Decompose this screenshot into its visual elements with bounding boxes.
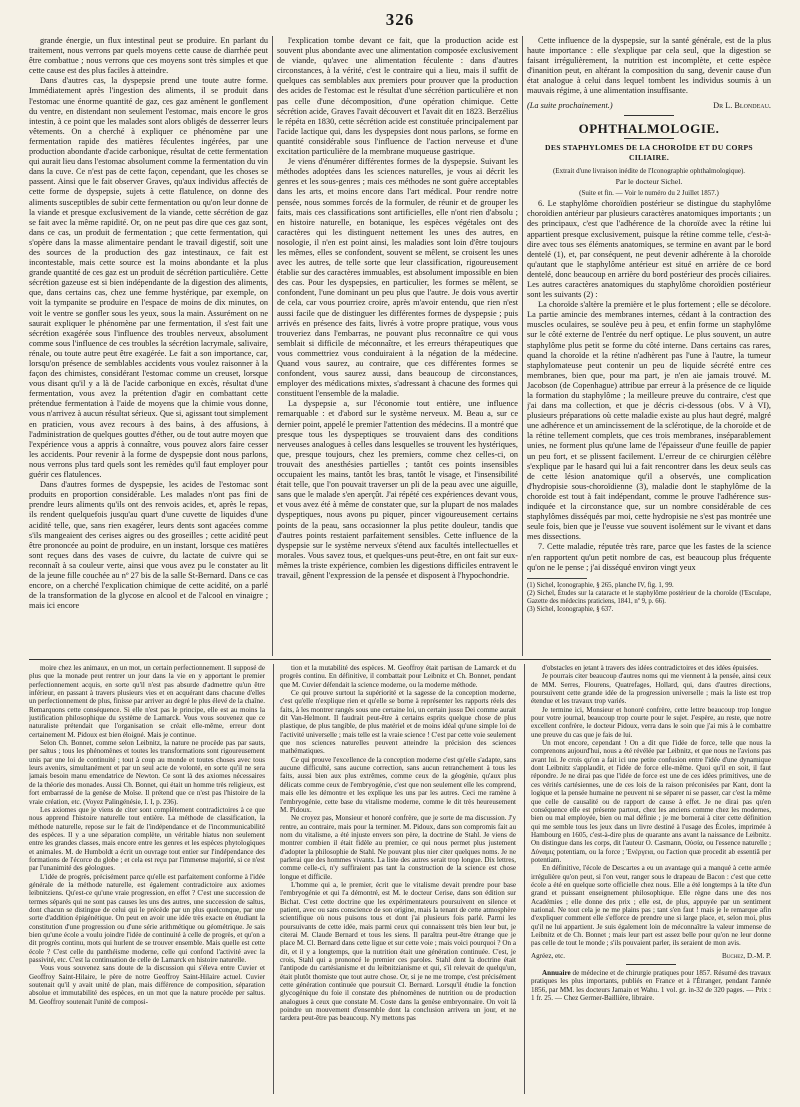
footnote-separator	[527, 578, 587, 579]
column-1	[29, 36, 268, 656]
footnote: (2) Sichel, Études sur la cataracte et le staphylôme postérieur de la choroïde (l'Esculape, Gazette des médecins praticiens, 1841, nº 9, p. 66).	[527, 589, 771, 605]
separator	[626, 964, 676, 965]
column-divider	[273, 664, 274, 1094]
paragraph: moire chez les animaux, en un mot, un certain perfectionnement. Il supposé de plus que la monade peut rentrer un jour dans la vie en y apportant le premier perfectionnement acquis, en sorte qu'il n'est pas absurde d'admettre qu'un être inférieur, en passant à travers plusieurs vies et en acquérant dans chacune d'elles un perfectionnement de plus, finisse par arriver au degré le plus élevé de la chaîne. Remarquons cette conséquence. Si elle n'est pas le principe, elle est au moins la justification philosophique du système de Lamarck. Vous vous souvenez que ce naturaliste prétendait que l'organisation se créait elle-même, erreur dont certainement M. Pidoux est bien éloigné. Mais je continue.	[29, 664, 265, 739]
column-2	[277, 36, 518, 656]
paragraph: Un mot encore, cependant ! On a dit que l'idée de force, telle que nous la comprenons aujourd'hui, nous a été révélée par Leibnitz, et que nous ne l'avions pas avant lui. Je crois qu'on a fait ici une petite confusion entre l'idée d'une dynamique dont Leibnitz s'applaudit, et l'idée de force elle-même. Quoi qu'il en soit, il faut répondre. Je ne dirai pas que l'idée de force est une de ces idées primitives, une de ces vérités cartésiennes, une de ces lois de la raison préconisées par Kant, dont la logique et la pensée humaine ne peuvent ni se séparer ni se passer, car c'est la même que celle de causalité ou de rapport de cause à effet. Je ne dirai pas qu'en conséquence elle est présente partout, chez les anciens comme chez les modernes, bien ou mal employée, bien ou mal définie ; je me bornerai à citer cette définition qui me semble tous les jeux dans un livre destiné à l'usage des Écoles, imprimée à Hambourg en 1605, c'est-à-dire plus de quarante ans avant la naissance de Leibnitz. On distingue dans les corps, dit l'auteur O. Casmann, Οὐσία, ou l'essence naturelle ; Δύναμις potentiam, ou la force ; Ἐνέργεια, ou l'action quæ procedit ab essentiâ per potentiam.	[531, 739, 771, 864]
feuilleton-rule	[29, 659, 771, 660]
paragraph: d'obstacles en jetant à travers des idées contradictoires et des idées épuisées.	[542, 664, 759, 672]
paragraph: La dyspepsie a, sur l'économie tout entière, une influence remarquable : et d'abord sur le système nerveux. M. Beau a, sur ce dernier point, appelé le premier l'attention des médecins. Il a montré que presque tous les dyspeptiques se trouvaient dans des conditions nerveuses analogues à celles dans lesquelles se trouvent les hystériques, que, presque toujours, chez les premiers, comme chez celles-ci, on trouvait des anesthésies partielles ; tantôt ces points insensibles occupaient les mains, tantôt les bras, tantôt le visage, et l'insensibilité était telle, que l'on pouvait traverser un pli de la peau avec une aiguille, sans que le malade s'en aperçût. J'ai répété ces expériences devant vous, et vous avez été à même de constater que, sur la plupart de nos malades dyspeptiques, nous avons pu piquer, pincer vigoureusement certains points de la peau, sans occasionner la plus petite douleur, tandis que d'autres points restaient parfaitement sensibles. Cette influence de la dyspepsie sur le système nerveux s'étend aux facultés intellectuelles et morales. Vous savez tous, et quelques-uns peut-être, en ont fait sur eux-mêmes la triste expérience, combien les digestions difficiles entravent le travail, gênent l'expression de la pensée et disposent à l'hypochondrie.	[277, 399, 518, 580]
letter-closing	[531, 952, 771, 960]
article-signature	[527, 101, 771, 111]
paragraph: Les axiomes que je viens de citer sont complètement contradictoires à ce que nous apprend l'histoire naturelle tout entière. La méthode de classification, la méthode naturelle, repose sur le fait de l'indépendance et de l'incommunicabilité des espèces. Il y a une séparation complète, un véritable hiatus non seulement entre les grandes classes, mais encore entre les genres et les espèces phytologiques et animales. M. de Humboldt a écrit un ouvrage tout entier sur l'indépendance des formations de l'écorce du globe ; et cela est reçu par l'immense majorité, si ce n'est par l'unanimité des géologues.	[29, 805, 265, 873]
paragraph: Vous vous souvenez sans doute de la discussion qui s'éleva entre Cuvier et Geoffroy Saint-Hilaire, le père de notre Geoffroy Saint-Hilaire actuel. Cuvier soutenait qu'il y avait unité de plan, mais différence de composition, séparation absolue et immutabilité des espèces, en un mot que la nature procède per saltus. M. Geoffroy soutenait l'unité de composi-	[29, 964, 265, 1006]
paragraph: Cette influence de la dyspepsie, sur la santé générale, est de la plus haute importance : elle s'explique par cela seul, que la digestion se faisant irrégulièrement, la nutrition est incomplète, et cette espèce d'inanition peut, en altérant la composition du sang, devenir cause d'un état analogue à celui dans lequel tombent les individus soumis à un mauvais régime, à une alimentation insuffisante.	[527, 36, 771, 96]
paragraph: tion et la mutabilité des espèces. M. Geoffroy était partisan de Lamarck et du progrès continu. En définitive, il combattait pour Leibnitz et Ch. Bonnet, pendant que M. Cuvier défendait la science moderne, ou la moderne méthode.	[280, 664, 516, 689]
extract-note: (Extrait d'une livraison inédite de l'Iconographie ophthalmologique).	[552, 166, 746, 175]
announcement-text: de médecine et de chirurgie pratiques pour 1857. Résumé des travaux pratiques les plus importants, publiés en France et à l'Étranger, pendant l'année 1856, par MM. les docteurs Jamain et Wahu. 1 vol. gr. in-32 de 320 pages. — Prix : 1 fr. 25. — Chez Germer-Baillière, libraire.	[531, 969, 771, 1003]
article-title: DES STAPHYLOMES DE LA CHOROÏDE ET DU CORPS CILIAIRE.	[545, 142, 753, 162]
column-3	[527, 36, 771, 656]
paragraph: Ce qui prouve l'excellence de la conception moderne c'est qu'elle s'adapte, sans aucune difficulté, sans aucune correction, sans aucun retranchement à tous les faits, aussi bien aux plus extrêmes, comme ceux de la géogénie, qu'aux plus délicats comme ceux de l'embryogénie, c'est que non seulement elle les comprend, mais elle les démontre et les explique les uns par les autres. Ceci me ramène à l'embryogénie, cette base du vitalisme moderne, comme le dit très heureusement M. Pidoux.	[280, 755, 516, 814]
paragraph: Selon Ch. Bonnet, comme selon Leibnitz, la nature ne procède pas par sauts, per saltus ; tous les phénomènes et toutes les transformations sont rigoureusement unis par une loi de continuité ; tout à coup au monde et toutes choses avec tous leurs avenirs, simultanément et par un seul acte de volonté, en sorte qu'il ne sera jamais besoin manu emendatrice de Newton. Ce sont là des axiomes nécessaires de la théorie des monades. Aussi Ch. Bonnet, qui était un homme très religieux, est fort embarrassé de la genèse de Moïse. Il prétend que ce n'est pas l'histoire de la vraie création, etc. (Voyez Palingénésie, I. I, p. 236).	[29, 739, 265, 806]
paragraph: Je viens d'énumérer différentes formes de la dyspepsie. Suivant les méthodes adoptées dans les sciences naturelles, je vous ai décrit les genres et les sous-genres ; mais ces méthodes ne sont guère acceptables dans les arts, et moins encore dans l'art médical. Pour rendre notre pensée, nous sommes forcés de la formuler, de réunir et de grouper les faits, mais ces classifications sont artificielles, elle n'ont rien d'absolu ; en histoire naturelle, en botanique, les espèces végétales ont des caractères qui les distinguent nettement les unes des autres, en nosologie, il n'en est point ainsi, les maladies sont loin d'être toujours les mêmes, elles se confondent, souvent se mêlent, se croisent les unes avec les autres, de telle sorte que leur classification, rigoureusement établie sur des caractères immuables, est absolument impossible en bien des cas. Pour les dyspepsies, en particulier, les formes se mêlent, se confondent, l'une dominant un peu plus que l'autre. Je dois vous avertir de cela, car vous pourriez croire, après m'avoir entendu, que rien n'est aussi facile que de distinguer les différentes formes de dyspepsie ; puis arrivés en présence des faits, livrés à votre propre pratique, vous vous trouveriez dans l'embarras, ne pouvant plus reconnaître ce qui vous semblait si difficile de méconnaître, et les erreurs thérapeutiques que vous commettriez vous conduiraient à la négation de la médecine. Quand vous saurez, au contraire, que ces différentes formes se confondent, vous saurez aussi, dans beaucoup de circonstances, employer des médications mixtes, s'adressant à chacune des formes qui constituent l'ensemble de la maladie.	[277, 157, 518, 399]
closing-salutation: Agréez, etc.	[531, 951, 566, 960]
page-number: 326	[385, 10, 415, 29]
suite-note: (La suite prochainement.)	[527, 100, 613, 110]
author-name: Dr L. Blondeau.	[713, 100, 771, 110]
column-divider	[522, 36, 523, 656]
separator	[624, 115, 674, 116]
paragraph: grande énergie, un flux intestinal peut se produire. En parlant du traitement, nous verrons par quels moyens cette cause de diarrhée peut être combattue ; nous verrons que ces moyens sont très simples et que cette cause est des plus faciles à atteindre.	[29, 36, 268, 76]
separator	[624, 138, 674, 139]
lower-column-1	[29, 664, 265, 1094]
book-announcement	[531, 969, 771, 1002]
footnote: (3) Sichel, Iconographie, § 637.	[527, 605, 614, 613]
paragraph: L'idée de progrès, précisément parce qu'elle est parfaitement conforme à l'idée générale de la méthode naturelle, est également contradictoire aux axiomes leibnitziens. Qu'est-ce qu'une vraie progression, en effet ? C'est une succession de termes séparés qui ne sont pas causes les uns des autres, une succession de saltus, dont chacun se distingue de celui qui le précède par un plus quelconque, par une sorte d'addition épigénétique. On peut en avoir une idée très exacte en étudiant la constitution d'une progression ou d'une série arithmétique ou géométrique. Je sais bien qu'une école a voulu joindre l'idée de continuité à celle de progrès, et qu'on a dit progrès continu, mots qui hurlent de se trouver ensemble. Mais quelle est cette école ? C'est celle du panthéisme moderne, celle qui confond l'activité avec la passivité, etc. C'est la continuation de celle de Lamarck en histoire naturelle.	[29, 872, 265, 965]
paragraph: Je pourrais citer beaucoup d'autres noms qui me viennent à la pensée, ainsi ceux de MM. Serres, Flourens, Quatrefages, Hollard, qui, dans d'autres directions, poursuivent cette grande idée de la progression universelle ; mais la liste est trop étendue et les travaux trop variés.	[531, 672, 771, 706]
paragraph: l'explication tombe devant ce fait, que la production acide est souvent plus abondante avec une alimentation composée exclusivement de viande, qu'avec une alimentation féculente : dans d'autres circonstances, à la vérité, c'est le contraire qui a lieu, mais il suffit de quelques cas semblables aux premiers pour prouver que la production des acides de l'estomac est le résultat d'une sécrétion particulière et non pas celle d'une décomposition, d'une opération chimique. Cette sécrétion acide, Graves l'avait découvert et l'avait dit en 1823. Berzélius le répéta en 1830, cette sécrétion acide est constituée principalement par l'acide lactique qui, dans les dyspepsies dont nous parlons, se forme en quantité considérable sous l'influence de l'action nerveuse et d'une excitation particulière de la membrane muqueuse gastrique.	[277, 36, 518, 157]
paragraph: Dans d'autres formes de dyspepsie, les acides de l'estomac sont produits en proportion considérable. Les malades n'ont pas fini de prendre leurs aliments qu'ils ont des renvois acides, et, après le repas, ils rendent quelquefois jusqu'au quart d'une cuvette de liquides d'une acidité telle, que, sans rien exagérer, leurs dents sont agacées comme s'ils mangeaient des cerises aigres ou des groseilles ; cette acidité peut être prononcée au point de produire, en un instant, lorsque ces matières sont reçues dans des vases de cuivre, du lactate de cuivre qui se reconnaît à sa couleur verte, ainsi que vous avez pu le constater au lit de la jeune fille couchée au nº 27 bis de la salle St-Bernard. Dans ce cas encore, on a cherché l'explication chimique de cette acidité, on a parlé de la transformation de la glycose en alcool et de l'alcool en vinaigre ; mais ici encore	[29, 480, 268, 611]
paragraph: Ce qui prouve surtout la supériorité et la sagesse de la conception moderne, c'est qu'elle n'explique rien et qu'elle se borne à représenter les rapports réels des faits, à les montrer rangés sous une certaine loi, un certain jussu Dei comme aurait dit Van-Helmont. Il faudrait peut-être à certains esprits quelque chose de plus plastique, de plus tangible, de plus matériel et de moins idéal qu'une simple loi de l'activité universelle ; mais telle est la vraie science ! C'est par cette voie seulement que nos sciences naturelles peuvent atteindre la précision des sciences mathématiques.	[280, 689, 516, 756]
paragraph: Je termine ici, Monsieur et honoré confrère, cette lettre beaucoup trop longue pour votre journal, beaucoup trop courte pour le sujet. J'espère, au reste, que notre excellent confrère, le docteur Pidoux, verra dans le soin que j'ai mis à le combattre une preuve du cas que je fais de lui.	[531, 705, 771, 739]
continuation-note: (Suite et fin. — Voir le numéro du 2 Juillet 1857.)	[579, 189, 719, 198]
paragraph: L'homme qui a, le premier, écrit que le vitalisme devait prendre pour base l'embryogénie et qui l'a démontré, est M. le docteur Cerise, dans son édition sur Bichat. C'est cette doctrine que les expérimentateurs poursuivent en silence et patient, avec ou sans conscience de son origine, mais la tenant de cette atmosphère scientifique où nous puisons tous et dont j'ai plusieurs fois parlé. Parmi les poursuivants de cette idée, mais parmi ceux qui connaissent très bien leur but, je citerai M. Claude Bernard et tous les siens. Il paraîtra peut-être étrange que je place M. Cl. Bernard dans cette ligue et sur cette voie ; mais voici pourquoi ? On a dit, et il y a longtemps, que la nutrition était une génération continuée. C'est, je crois, Stahl qui a prononcé le premier ces paroles. Stahl dont la doctrine était l'antipode du cartésianisme et du leibnitzianisme et qui, s'il relevait de quelqu'un, était plutôt thomiste que tout autre chose. Or, si je ne me trompe, c'est précisément cette génération continuée que poursuit Cl. Bernard. Lorsqu'il étudie la fonction glycogénique du foie il constate des phénomènes de nutrition ou de production analogues à ceux que constate M. Coste dans la genèse embryonnaire. On voit là poindre un mouvement d'ensemble dont la conclusion arrivera un jour, et ne tardera peut-être pas beaucoup. N'y mettons pas	[280, 880, 516, 1023]
section-heading: OPHTHALMOLOGIE.	[578, 120, 720, 136]
paragraph: 7. Cette maladie, réputée très rare, parce que les fastes de la science n'en rapportent qu'un petit nombre de cas, est beaucoup plus fréquente qu'on ne le pense ; j'ai disséqué environ vingt yeux	[527, 542, 771, 572]
paragraph: La choroïde s'altère la première et le plus fortement ; elle se décolore. La partie amincie des membranes internes, cédant à la contraction des muscles oculaires, se soulève peu à peu, et enfin forme un staphylôme sur le côté externe de l'entrée du nerf optique. Le plus souvent, un autre staphylôme plus petit se forme du côté interne. Dans certains cas rares, quand la choroïde et la rétine n'adhèrent pas l'une à l'autre, la tumeur staphylomateuse peut contenir un peu de liquide sécrété entre ces membranes, bien que, pour ma part, je n'en aie jamais trouvé. M. Jacobson (de Copenhague) attribue par erreur à la présence de ce liquide la formation du staphylôme ; la meilleure preuve du contraire, c'est que j'ai dans ma collection, et que je décris ci-dessous (obs. V à VI), plusieurs préparations où cette maladie existe au plus haut degré, malgré une adhérence et un amincissement de la sclérotique, de la choroïde et de la rétine tellement complets, que ces trois membranes, inséparablement unies, ne forment plus qu'une lame de l'épaisseur d'une feuille de papier un peu fort, et se plissent facilement. L'erreur de ce chirurgien célèbre s'explique par le hasard qui lui a fait rencontrer dans les deux seuls cas de cette lésion anatomique qu'il a observés, une complication d'hydropisie sous-choroïdienne (3), maladie dont le staphylôme de la choroïde est tout à fait indépendant, comme le prouve l'adhérence sus-indiquée et la circonstance que, sur un nombre considérable de ces staphylômes disséqués par moi, cette hydropisie ne s'est pas montrée une seule fois, bien que je l'eusse vue souvent isolément sur le vivant et dans mes dissections.	[527, 300, 771, 542]
lower-column-3	[531, 664, 771, 1094]
announcement-title: Annuaire	[542, 969, 571, 978]
paragraph: Dans d'autres cas, la dyspepsie prend une toute autre forme. Immédiatement après l'ingestion des aliments, il se produit dans l'estomac une énorme quantité de gaz, ces gaz amènent le gonflement du ventre, en distendant non seulement l'estomac, mais encore le gros intestin, à ce point que les malades sont alors obligés de desserrer leurs vêtements. On a cherché à expliquer ce phénomène par une fermentation rapide des matières féculentes ingérées, par une production abondante d'acide carbonique, résultat de cette fermentation qui aurait lieu dans l'estomac absolument comme la fermentation du vin dans la cuve. Ce n'est pas de cette façon, cependant, que les choses se passent. Ainsi que le fait observer Graves, qu'aux individus affectés de cette forme de dyspepsie, sujets à cette flatulence, on donne des aliments susceptibles de subir cette fermentation ou qu'on leur donne de la viande et presque exclusivement de la viande, cette sécrétion de gaz se fait avec la même rapidité. Or, on ne peut pas dire que ces gaz sont, dans ce cas, un produit de fermentation ; que cette fermentation, qui s'opère dans la masse alimentaire pendant le travail digestif, soit une des sources de la production des gaz intestinaux, ce fait est incontestable, mais cette source est la moins abondante et la plus grande quantité de ces gaz est un produit de sécrétion particulière. Cette sécrétion gazeuse est si bien indépendante de la digestion des aliments, que, dans certains cas, chez une femme hystérique, par exemple, on voit la tympanite se produire en l'espace de moins de dix minutes, on voit le ventre se gonfler sous les yeux, sous la main. Assurément on ne saurait expliquer le phénomène par une fermentation, il s'est fait une sécrétion exagérée sous l'influence des troubles nerveux, absolument comme sous l'influence de ces troubles la sécrétion lacrymale, salivaire, rénale, ou toute autre peut être exagérée. Le fait a son importance, car, lorsqu'on présence de semblables accidents vous voulez raisonner à la façon des chimistes, considérant l'estomac comme un creuset, lorsque vous disant qu'il y a là de l'acide carbonique en excès, résultat d'une fermentation, vous avez la prétention d'agir en combattant cette prétendue fermentation à l'aide de moyens que la chimie vous donne, vous n'arrivez à aucun résultat sérieux. Que si, agissant tout simplement en praticien, vous avez recours à des bains, à des affusions, à l'administration de quelques gouttes d'éther, ou de tout autre moyen que l'expérience vous a appris à connaître, vous pouvez alors faire cesser les accidents. Pour revenir à la forme de dyspepsie dont nous parlons, nous verrons plus tard quels sont les remèdes qu'il faut employer pour guérir ces flatulences.	[29, 76, 268, 480]
paragraph: Ne croyez pas, Monsieur et honoré confrère, que je sorte de ma discussion. J'y rentre, au contraire, mais pour la terminer. M. Pidoux, dans son compromis fait au nom du vitalisme, a été injuste envers son père, la doctrine de Stahl. Je viens de montrer combien il était fidèle au premier, ce qui nous permet plus justement d'adopter la philosophie de Stahl. Ne pouvant plus nier citer quelques noms. Je ne parlerai que des hommes vivants. La liste des autres serait trop longue. Dix lettres, comme celle-ci, n'y suffiraient pas tant la construction de la science est chose longue et difficile.	[280, 814, 516, 881]
paragraph: En définitive, l'école de Descartes a eu un avantage qui a manqué à cette armée irrégulière qu'on peut, si l'on veut, ranger sous le drapeau de Bacon : c'est que cette école a été en quelque sorte officielle chez nous. Elle a été longtemps à la tête d'un grand et puissant enseignement philosophique. Elle règne dans une des nos Académies ; elle donne des prix ; elle est, de plus, appuyée par un sentiment national. Ne tout cela je ne me plains pas ; tant s'en faut ! mais je le remarque afin d'expliquer comment elle s'efforce de prendre une si large place, et, selon moi, plus qu'il ne lui appartient. Je suis également loin de méconnaître la valeur immense de Leibnitz et de Ch. Bonnet ; mais leur part est assez belle pour qu'on ne leur donne pas celle de tout le monde ; s'ils pouvaient parler, ils seraient de mon avis.	[531, 864, 771, 948]
column-divider	[524, 664, 525, 1094]
lower-column-2	[280, 664, 516, 1094]
closing-signature: Buchez, D.-M. P.	[722, 951, 771, 960]
footnote: (1) Sichel, Iconographie, § 265, planche IV, fig. 1, 99.	[527, 581, 674, 589]
paragraph: 6. Le staphylôme choroïdien postérieur se distingue du staphylôme choroïdien antérieur par plusieurs caractères anatomiques importants ; un des principaux, c'est que l'adhérence de la choroïde avec la rétine lui appartient presque exclusivement, puisque la rétine comme telle, c'est-à-dire avec tous ses éléments anatomiques, se termine en avant par le bord dentelé (1), et, par conséquent, ne peut devenir adhérente à la choroïde qu'autant que le staphylôme antérieur est situé en arrière de ce bord dentelé, donc beaucoup en arrière du bord postérieur des procès ciliaires. Les autres caractères anatomiques du staphylôme choroïdien postérieur sont les suivants (2) :	[527, 199, 771, 300]
byline: Par le docteur Sichel.	[615, 177, 683, 187]
column-divider	[272, 36, 273, 656]
